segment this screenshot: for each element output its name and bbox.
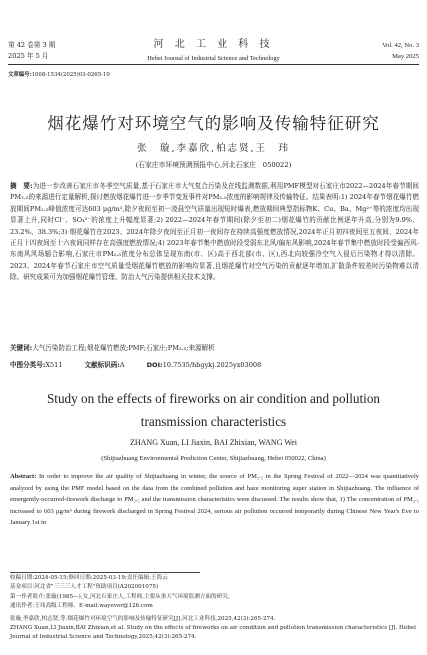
- citation-en-text: Study on the effects of fireworks on air condition and pollution transmission characteristics [J]. Hebei Journal of Industrial Science and Technology,2025,42(3):265-274.: [10, 625, 416, 641]
- article-number-label: 文章编号:: [8, 72, 32, 78]
- affiliation-cn: (石家庄市环境预测预报中心,河北石家庄 050022): [135, 161, 292, 169]
- abstract-cn-label: 摘 要:: [10, 182, 33, 190]
- abstract-en-text: In order to improve the air quality of Shijiazhuang in winter, the source of PM₂.₅ in the Spring Festival of 2022—2024 was quantitatively analyzed by using the PMF model based on the data from the combined pollution and haze monitoring super station in Shijiazhuang. The influence of emergently-occurred-firework discharge to PM₂.₅ and the transmission characteristics were discussed. The results show that, 1) The concentration of PM₂.₅ increased to 603 μg/m³ during firework discharged in Spring Festival 2024, serious air pollution occurred temporarily during Chinese New Year's Eve to January 1st in: [10, 473, 420, 526]
- header-left: [8, 40, 55, 62]
- header-right: [382, 40, 419, 62]
- date-cn: 2025 年 5 月: [8, 52, 49, 60]
- volume-en: Vol. 42, No. 3: [382, 42, 419, 49]
- footnote-rule: [10, 572, 200, 573]
- abstract-cn: [10, 181, 419, 284]
- article-number-value: 1008-1534(2025)03-0265-10: [31, 72, 110, 78]
- date-en: May 2025: [392, 53, 419, 60]
- keywords-cn: [10, 343, 419, 354]
- classification-line: [10, 360, 419, 371]
- citation-cn: 张璇,李嘉欣,柏志贤,等.烟花爆竹对环境空气的影响及传输特征研究[J].河北工业科技,2025,42(3):265-274.: [10, 616, 276, 622]
- authors-cn: 张 璇,李嘉欣,柏志贤,王 玮: [136, 143, 291, 154]
- title-cn: 烟花爆竹对环境空气的影响及传输特征研究: [47, 114, 380, 133]
- affiliation-en: (Shijiazhuang Environmental Prediction Center, Shijiazhuang, Hebei 050022, China): [101, 455, 326, 462]
- clc-label: 中图分类号:: [10, 361, 46, 369]
- volume-cn: 第 42 卷第 3 期: [8, 41, 56, 49]
- footnotes: [10, 574, 419, 611]
- title-en: Study on the effects of fireworks on air condition and pollution transmission characteristics: [46, 391, 381, 429]
- received-date: 收稿日期:2024-05-15;修回日期:2025-03-19;责任编辑:王海云: [10, 575, 168, 581]
- header-rule: [8, 64, 419, 65]
- abstract-en-label: Abstract:: [10, 473, 37, 480]
- corresponding-author: 通讯作者:王玮高级工程师。E-mail:wayever@126.com: [10, 602, 153, 609]
- keywords-cn-label: 关键词:: [10, 344, 33, 352]
- citation-block: [10, 615, 419, 642]
- header-center: [90, 38, 337, 64]
- keywords-cn-text: 大气污染防治工程;烟花爆竹燃放;PMF;石家庄;PM₂.₅;来源解析: [32, 344, 215, 352]
- author-bio: 第一作者简介:张璇(1985—),女,河北石家庄人,工程师,主要从事大气环境监测方面的研究。: [10, 593, 234, 600]
- journal-name-cn: 河 北 工 业 科 技: [153, 39, 274, 50]
- article-number: [8, 71, 110, 79]
- citation-en-authors: ZHANG Xuan,LI Jiaxin,BAI Zhixian,et al.: [10, 625, 125, 632]
- doc-code-value: A: [119, 361, 125, 369]
- authors-en: ZHANG Xuan, LI Jiaxin, BAI Zhixian, WANG Wei: [129, 438, 298, 447]
- fund-note: 基金项目:河北省"三三三人才工程"资助项目(A202001075): [10, 584, 159, 591]
- abstract-en: [10, 471, 419, 529]
- citation-en: [10, 624, 419, 642]
- clc-value: X511: [45, 361, 63, 369]
- doi-value[interactable]: 10.7535/hbgykj.2025yx03008: [162, 361, 262, 369]
- doc-code-label: 文献标识码:: [84, 361, 120, 369]
- abstract-cn-text: 为进一步改善石家庄市冬季空气质量,基于石家庄市大气复合污染及在线监测数据,利用PMF模型对石家庄市2022—2024年春节期间PM₂.₅的来源进行定量解析,探讨燃放烟花爆竹进一步季节变发事件对PM₂.₅浓度的影响规律及传输特征。结果表明:1) 2024年春节烟花爆竹燃放期间PM₂.₅峰值浓度可达603 μg/m³,除夕夜间至初一凌晨空气质量出现短时爆表,燃放期间典型指标物K、Cu、Ba、Mg²⁺等的浓度均出现显著上升,同时Cl⁻、SO₄²⁻的浓度上升幅度显著;2) 2022—2024年春节期间(除夕至初二)烟花爆竹的贡献比例逐年升高,分别为9.9%、23.2%、38.3%;3) 烟花爆竹在2023、2024年除夕夜间至正月初一夜间存在持续高强度燃放情况,2024年正月初四夜间至五夜间、2024年正月十四夜间至十六夜间同样存在高强度燃放情况;4) 2023年春节集中燃放时段受弱东北风/偏东风影响,2024年春节集中燃放时段受偏西风-东南风风场辐合影响,石家庄市PM₂.₅浓度分布总体呈现东南(市、区)高于西北部(市、区),西北向较强冷空气入侵后污染物才得以清除。2023、2024年春节石家庄市空气质量受烟花爆竹燃放的影响均显著,且烟花爆竹对空气污染的贡献逐年增加,扩散条件较差时污染物难以清除。研究成果可为加强烟花爆竹管理、防治大气污染提供相关技术支撑。: [10, 182, 419, 282]
- doi-label: DOI:: [146, 361, 163, 369]
- journal-name-en: Hebei Journal of Industrial Science and Technology: [147, 55, 280, 62]
